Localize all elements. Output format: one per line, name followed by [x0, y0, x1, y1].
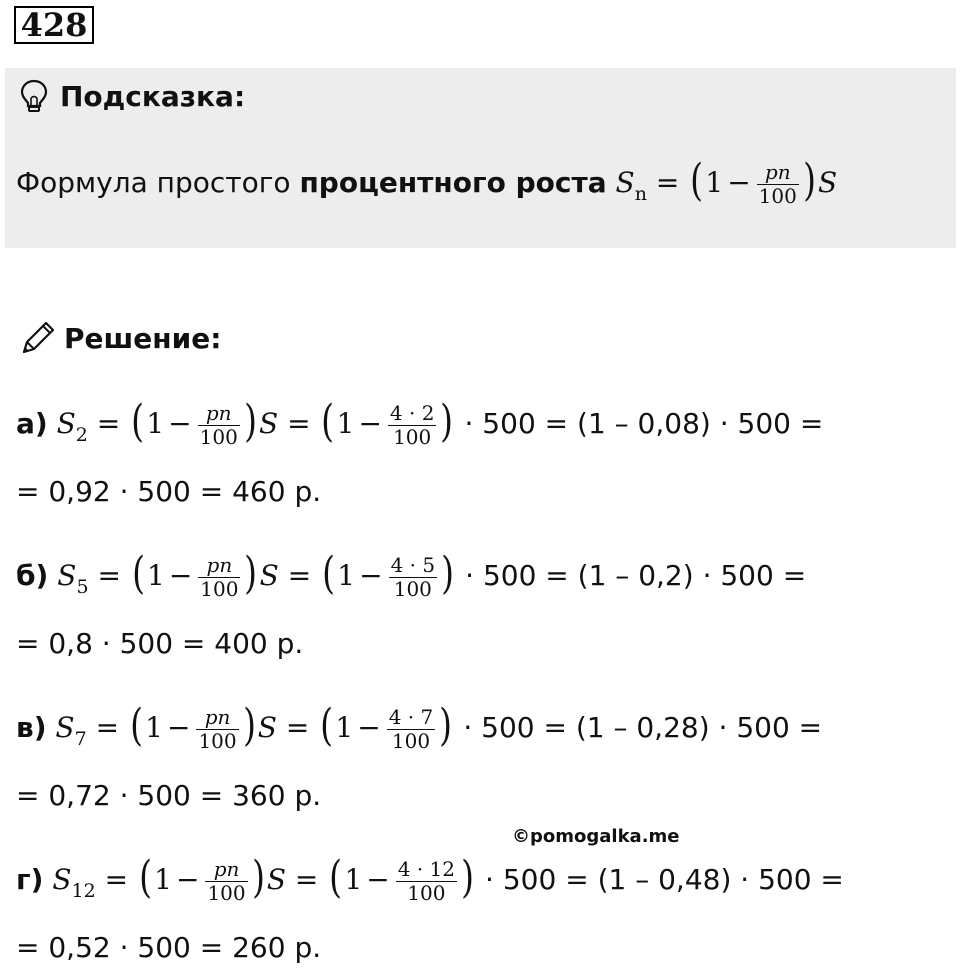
- solution-result-2: = 0,72 · 500 = 360 р.: [16, 779, 322, 812]
- part-label: в): [16, 711, 47, 744]
- part-lhs: $S_2$: [56, 407, 88, 446]
- part-tail: · 500 = (1 – 0,2) · 500 =: [456, 559, 807, 592]
- lightbulb-icon: [18, 78, 50, 114]
- solution-part-3: г) $S_{12} = (1$ − $\frac{pn}{100}$ )S = (1 − $\frac{4 \cdot 12}{100}$ ) · 500 = (1 – 0,48) · 500 =: [16, 852, 844, 905]
- fraction-pn: $\frac{pn}{100}$: [207, 856, 246, 905]
- fraction-pn: $\frac{pn}{100}$: [198, 704, 237, 753]
- fraction-pn: $\frac{pn}{100}$: [200, 552, 239, 601]
- hint-text: Формула простого: [16, 166, 300, 199]
- part-tail: · 500 = (1 – 0,48) · 500 =: [476, 863, 844, 896]
- solution-part-1: б) $S_5 = (1$ − $\frac{pn}{100}$ )S = (1 − $\frac{4 \cdot 5}{100}$ ) · 500 = (1 – 0,2) · 500 =: [16, 548, 807, 601]
- fraction-values: $\frac{4 \cdot 5}{100}$: [390, 552, 436, 601]
- solution-part-2: в) $S_7 = (1$ − $\frac{pn}{100}$ )S = (1 − $\frac{4 \cdot 7}{100}$ ) · 500 = (1 – 0,28) · 500 =: [16, 700, 823, 753]
- formula-fraction: $\frac{pn}{100}$: [758, 159, 797, 208]
- fraction-values: $\frac{4 \cdot 2}{100}$: [389, 400, 435, 449]
- part-lhs: $S_{12}$: [52, 863, 96, 902]
- part-tail: · 500 = (1 – 0,08) · 500 =: [455, 407, 824, 440]
- part-lhs: $S_5$: [57, 559, 89, 598]
- part-label: б): [16, 559, 49, 592]
- part-lhs: $S_7$: [55, 711, 87, 750]
- solution-title: Решение:: [64, 322, 222, 355]
- hint-formula-line: Формула простого процентного роста $S_n = (1$ − $\frac{pn}{100}$ )S: [16, 155, 838, 208]
- hint-text-bold: процентного роста: [299, 166, 607, 199]
- hint-title: Подсказка:: [60, 80, 246, 113]
- fraction-pn: $\frac{pn}{100}$: [199, 400, 238, 449]
- fraction-values: $\frac{4 \cdot 7}{100}$: [388, 704, 434, 753]
- formula-lhs: $S_n$: [615, 166, 647, 205]
- solution-part-0: а) $S_2 = (1$ − $\frac{pn}{100}$ )S = (1 − $\frac{4 \cdot 2}{100}$ ) · 500 = (1 – 0,08) · 500 =: [16, 396, 824, 449]
- part-label: г): [16, 863, 44, 896]
- pencil-icon: [18, 318, 58, 358]
- solution-result-3: = 0,52 · 500 = 260 р.: [16, 931, 322, 964]
- task-number: 428: [14, 6, 94, 44]
- fraction-values: $\frac{4 \cdot 12}{100}$: [397, 856, 455, 905]
- watermark: ©pomogalka.me: [512, 826, 680, 847]
- solution-result-0: = 0,92 · 500 = 460 р.: [16, 475, 322, 508]
- part-label: а): [16, 407, 48, 440]
- part-tail: · 500 = (1 – 0,28) · 500 =: [454, 711, 823, 744]
- solution-result-1: = 0,8 · 500 = 400 р.: [16, 627, 304, 660]
